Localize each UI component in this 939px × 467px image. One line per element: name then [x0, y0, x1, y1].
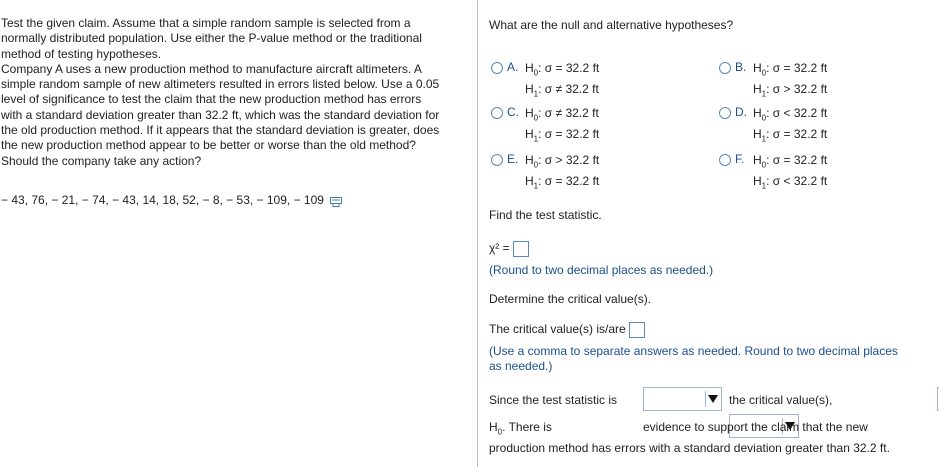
h-symbol: H [525, 153, 534, 167]
conclusion-text-3: . There is [502, 420, 552, 434]
problem-line: the new production method appear to be better or worse than the old method? [1, 138, 416, 153]
conclusion-text-4: evidence to support the claim that the new [643, 420, 868, 434]
h-sub: 0 [761, 160, 767, 170]
h-sub: 1 [533, 89, 539, 99]
h0-text: : σ ≠ 32.2 ft [538, 106, 599, 120]
radio-option-e[interactable] [491, 154, 503, 166]
radio-option-a[interactable] [491, 62, 503, 74]
h-symbol: H [525, 61, 534, 75]
option-letter: F. [735, 152, 745, 166]
critical-value-input[interactable] [629, 322, 645, 338]
problem-line: with a standard deviation greater than 32.2 ft, which was the standard deviation for [1, 107, 440, 122]
h-symbol: H [525, 106, 534, 120]
h1-text: : σ = 32.2 ft [538, 127, 600, 142]
h1-text: : σ ≠ 32.2 ft [538, 82, 599, 97]
h-symbol: H [753, 127, 762, 142]
option-hypotheses [753, 105, 827, 148]
h0-text: : σ = 32.2 ft [766, 61, 828, 75]
h0-text: : σ = 32.2 ft [766, 153, 828, 167]
problem-line: Test the given claim. Assume that a simple random sample is selected from a [1, 16, 411, 30]
test-statistic-hint: (Round to two decimal places as needed.) [489, 263, 714, 277]
comparison-dropdown[interactable] [643, 387, 722, 411]
option-letter: B. [735, 60, 747, 74]
problem-line: the old production method. If it appears that the standard deviation is greater, does [1, 123, 440, 138]
chi-square-label: χ² = [489, 241, 510, 256]
option-letter: E. [507, 152, 519, 166]
critical-value-row [489, 322, 645, 338]
h-sub: 1 [761, 181, 767, 191]
h-sub: 0 [761, 113, 767, 123]
option-letter: C. [507, 105, 519, 119]
option-e[interactable] [491, 152, 599, 195]
critical-value-hint-1: (Use a comma to separate answers as needed. Round to two decimal places [489, 344, 898, 358]
radio-option-c[interactable] [491, 107, 503, 119]
problem-line: normally distributed population. Use either the P-value method or the traditional [1, 31, 422, 46]
option-hypotheses [525, 60, 599, 103]
problem-line: Company A uses a new production method to manufacture aircraft altimeters. A [1, 61, 422, 76]
problem-line: simple random sample of new altimeters resulted in errors listed below. Use a 0.05 [1, 77, 440, 92]
option-hypotheses [525, 152, 599, 195]
conclusion-text-1: Since the test statistic is [489, 393, 618, 407]
dropdown-arrow-icon [705, 391, 719, 407]
h-sub: 0 [533, 113, 539, 123]
problem-line: Should the company take any action? [1, 153, 202, 168]
conclusion-text-2: the critical value(s), [729, 393, 833, 407]
problem-line: level of significance to test the claim that the new production method has errors [1, 92, 422, 107]
hypotheses-prompt: What are the null and alternative hypotheses? [489, 18, 734, 32]
h-symbol: H [753, 82, 762, 97]
h-sub: 1 [761, 89, 767, 99]
h-sub: 1 [533, 134, 539, 144]
critical-value-prompt: Determine the critical value(s). [489, 292, 652, 306]
data-values: − 43, 76, − 21, − 74, − 43, 14, 18, 52, − 8, − 53, − 109, − 109 [1, 193, 324, 207]
answer-panel [479, 0, 939, 467]
h1-text: : σ < 32.2 ft [766, 174, 828, 189]
h-symbol: H [753, 174, 762, 189]
h0-symbol: H [489, 420, 498, 434]
h-symbol: H [753, 106, 762, 120]
test-statistic-prompt: Find the test statistic. [489, 208, 602, 222]
option-hypotheses [753, 60, 827, 103]
h-sub: 0 [533, 68, 539, 78]
data-values-row [1, 193, 342, 207]
radio-option-b[interactable] [719, 62, 731, 74]
option-f[interactable] [719, 152, 827, 195]
h1-text: : σ > 32.2 ft [766, 82, 828, 97]
option-a[interactable] [491, 60, 599, 103]
copy-data-icon[interactable] [330, 196, 342, 206]
option-hypotheses [753, 152, 827, 195]
h-symbol: H [525, 82, 534, 97]
h1-text: : σ = 32.2 ft [538, 174, 600, 189]
h-sub: 0 [761, 68, 767, 78]
test-statistic-input[interactable] [513, 241, 529, 257]
h-symbol: H [753, 153, 762, 167]
radio-option-d[interactable] [719, 107, 731, 119]
h0-text: : σ > 32.2 ft [538, 153, 600, 167]
h0-text: : σ = 32.2 ft [538, 61, 600, 75]
h-sub: 0 [533, 160, 539, 170]
test-statistic-row [489, 241, 529, 257]
critical-value-hint-2: as needed.) [489, 359, 553, 373]
option-letter: D. [735, 105, 747, 119]
critical-value-label: The critical value(s) is/are [489, 322, 626, 337]
h-symbol: H [753, 61, 762, 75]
option-c[interactable] [491, 105, 599, 148]
h0-text: : σ < 32.2 ft [766, 106, 828, 120]
option-letter: A. [507, 60, 519, 74]
option-b[interactable] [719, 60, 827, 103]
h-sub: 1 [761, 134, 767, 144]
h-sub: 1 [533, 181, 539, 191]
radio-option-f[interactable] [719, 154, 731, 166]
h0-sub: 0 [497, 427, 503, 437]
h-symbol: H [525, 174, 534, 189]
problem-line: method of testing hypotheses. [1, 46, 162, 61]
option-d[interactable] [719, 105, 827, 148]
h1-text: : σ = 32.2 ft [766, 127, 828, 142]
conclusion-row-2 [489, 420, 552, 436]
h-symbol: H [525, 127, 534, 142]
conclusion-text-5: production method has errors with a standard deviation greater than 32.2 ft. [489, 441, 890, 455]
problem-text [1, 16, 475, 169]
option-hypotheses [525, 105, 599, 148]
